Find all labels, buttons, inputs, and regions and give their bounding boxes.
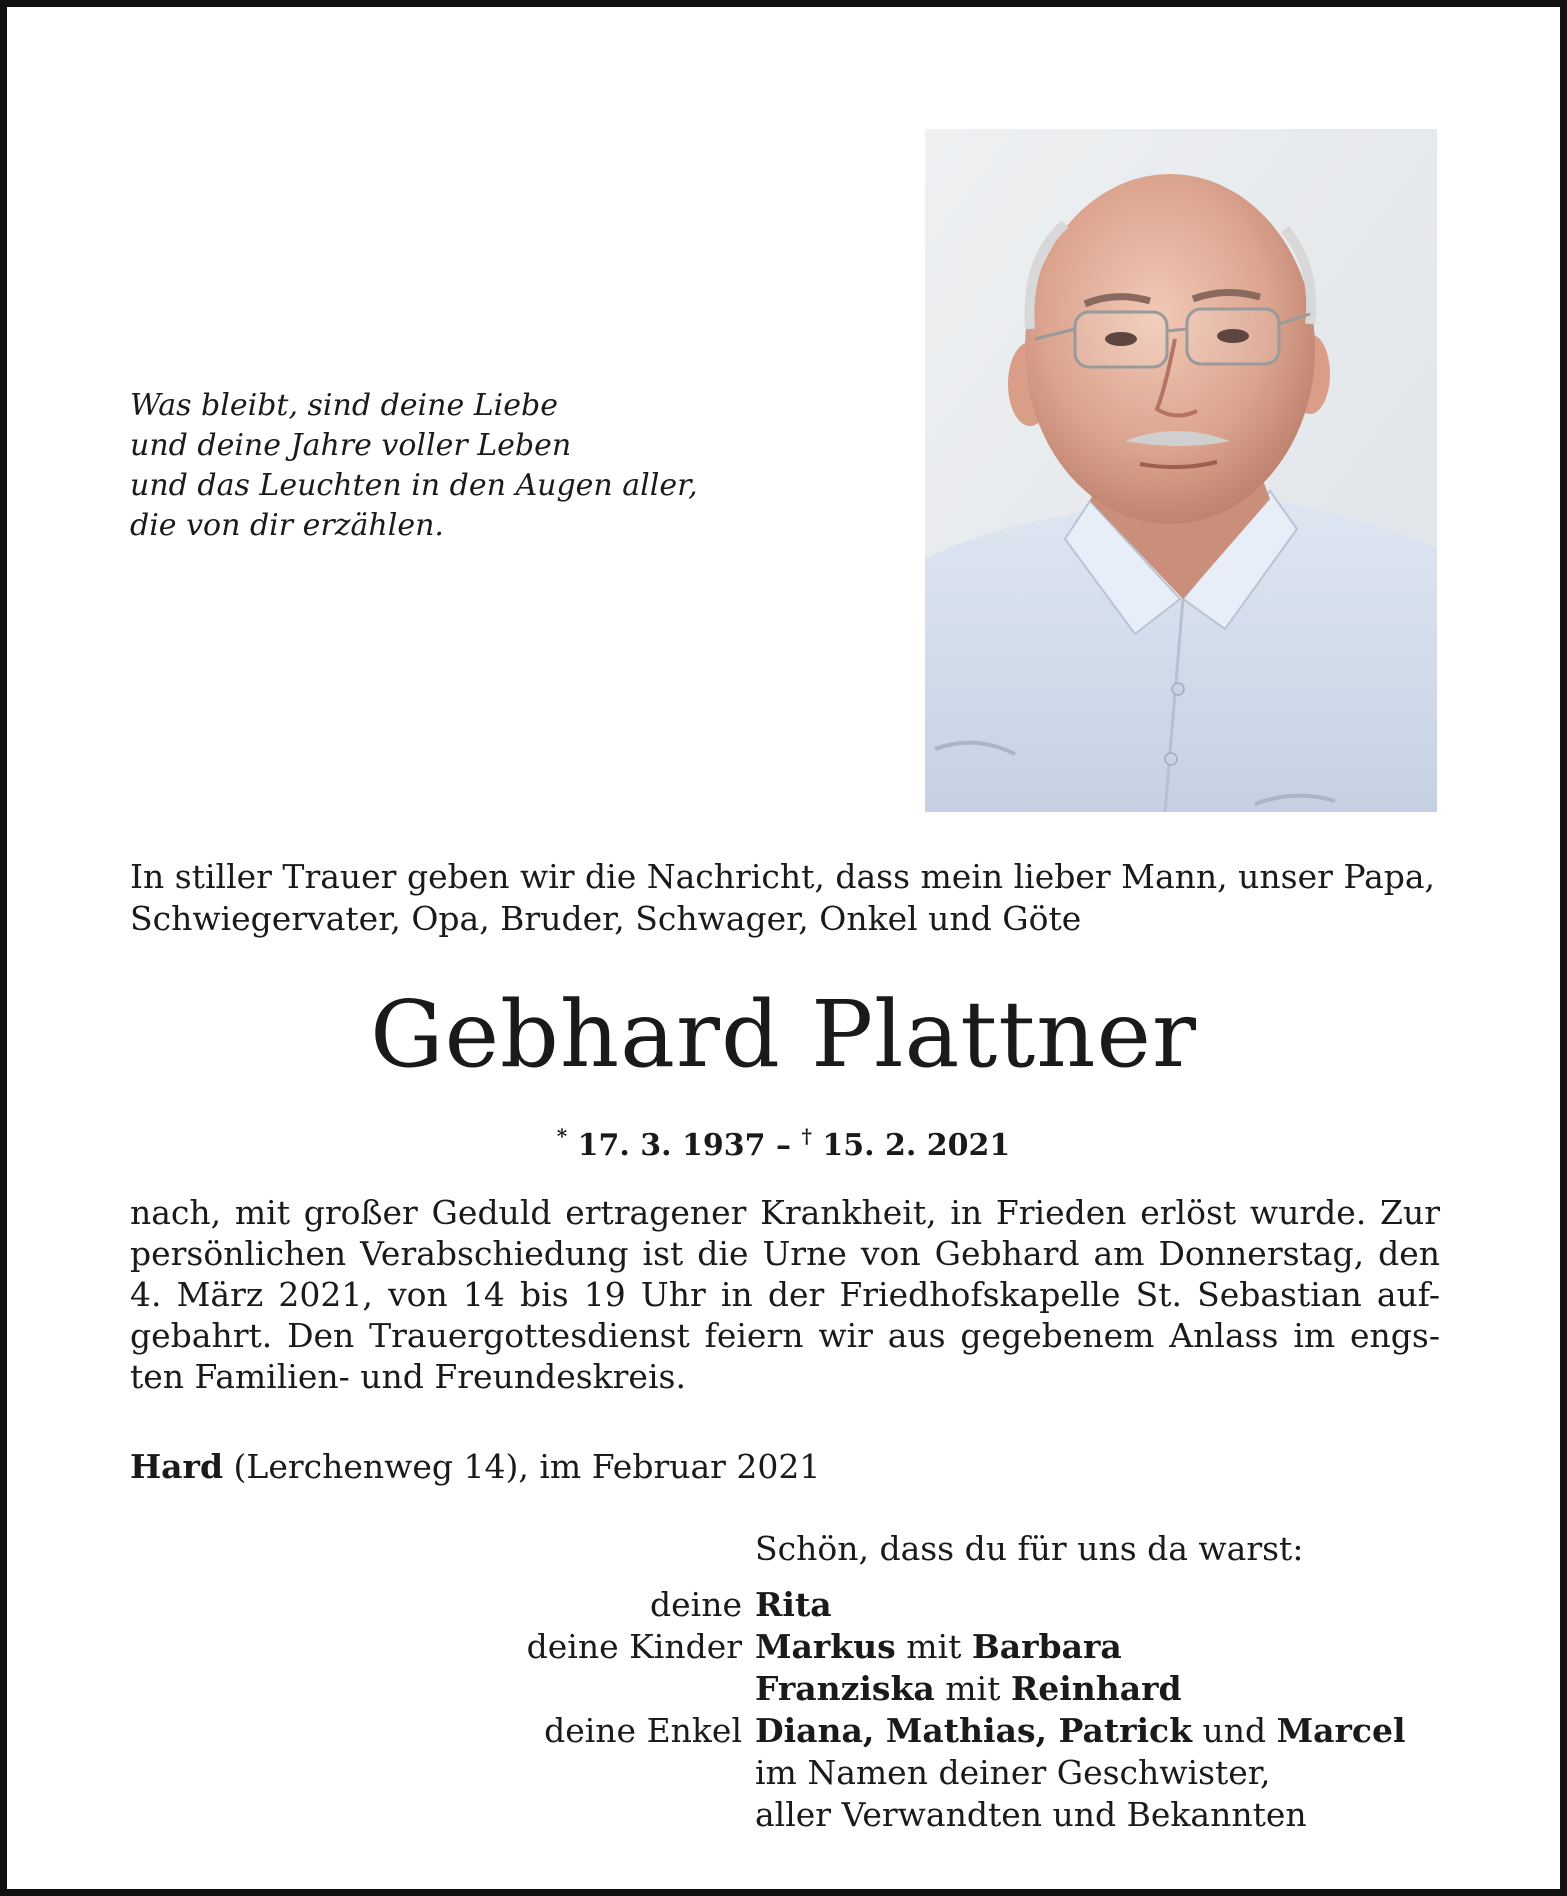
wife-name: Rita <box>755 1585 832 1624</box>
quote-line: und deine Jahre voller Leben <box>130 428 572 463</box>
grandchildren-label: deine Enkel <box>544 1711 742 1750</box>
grandchildren-group <box>755 1710 1406 1752</box>
body-line: persönlichen Verabschiedung ist die Urne von Gebhard am Donnerstag, den <box>130 1234 1440 1273</box>
child-2-group <box>755 1668 1182 1710</box>
death-symbol: † <box>801 1124 812 1148</box>
children-label: deine Kinder <box>526 1627 742 1666</box>
wife-label: deine <box>650 1585 742 1624</box>
grandchild-last: Marcel <box>1276 1711 1406 1750</box>
child-2-partner: Reinhard <box>1010 1669 1182 1708</box>
life-dates <box>0 1116 1567 1166</box>
place-address-date: (Lerchenweg 14), im Februar 2021 <box>233 1447 821 1486</box>
child-1-group <box>755 1626 1122 1668</box>
intro-line: Schwiegervater, Opa, Bruder, Schwager, Onkel und Göte <box>130 899 1082 938</box>
grandchildren-and: und <box>1202 1711 1267 1750</box>
child-1-name: Markus <box>755 1627 896 1666</box>
death-date: 15. 2. 2021 <box>822 1128 1011 1163</box>
relatives-line: aller Verwandten und Bekannten <box>755 1795 1307 1834</box>
announcement-intro <box>130 856 1440 940</box>
date-dash: – <box>776 1128 791 1163</box>
signature-row <box>0 1752 1567 1794</box>
memorial-quote <box>130 386 750 546</box>
signature-row <box>0 1626 1567 1668</box>
body-line: gebahrt. Den Trauergottesdienst feiern wir aus gegebenem Anlass im engs- <box>130 1316 1440 1355</box>
deceased-name: Gebhard Plattner <box>370 981 1197 1088</box>
signatures <box>0 1584 1567 1836</box>
siblings-line: im Namen deiner Geschwister, <box>755 1753 1271 1792</box>
birth-date: 17. 3. 1937 <box>577 1128 766 1163</box>
body-line: ten Familien- und Freundeskreis. <box>130 1357 686 1396</box>
place-date-line <box>130 1446 820 1488</box>
child-1-partner: Barbara <box>971 1627 1122 1666</box>
child-1-with: mit <box>906 1627 962 1666</box>
body-line: 4. März 2021, von 14 bis 19 Uhr in der Friedhofskapelle St. Sebastian auf- <box>130 1275 1440 1314</box>
body-line: nach, mit großer Geduld ertragener Krankheit, in Frieden erlöst wurde. Zur <box>130 1193 1440 1232</box>
signature-row <box>0 1668 1567 1710</box>
wife-name-group <box>755 1584 832 1626</box>
place-town: Hard <box>130 1447 224 1486</box>
quote-line: Was bleibt, sind deine Liebe <box>130 388 558 423</box>
announcement-body <box>130 1192 1440 1397</box>
birth-symbol: * <box>556 1124 568 1148</box>
closing-line: Schön, dass du für uns da warst: <box>755 1529 1304 1568</box>
quote-line: und das Leuchten in den Augen aller, <box>130 468 698 503</box>
signature-row <box>0 1794 1567 1836</box>
child-2-with: mit <box>945 1669 1001 1708</box>
quote-line: die von dir erzählen. <box>130 508 444 543</box>
child-2-name: Franziska <box>755 1669 935 1708</box>
portrait-photo <box>925 129 1437 812</box>
signature-row <box>0 1584 1567 1626</box>
grandchildren-names: Diana, Mathias, Patrick <box>755 1711 1192 1750</box>
signature-row <box>0 1710 1567 1752</box>
intro-line: In stiller Trauer geben wir die Nachricht, dass mein lieber Mann, unser Papa, <box>130 857 1436 896</box>
